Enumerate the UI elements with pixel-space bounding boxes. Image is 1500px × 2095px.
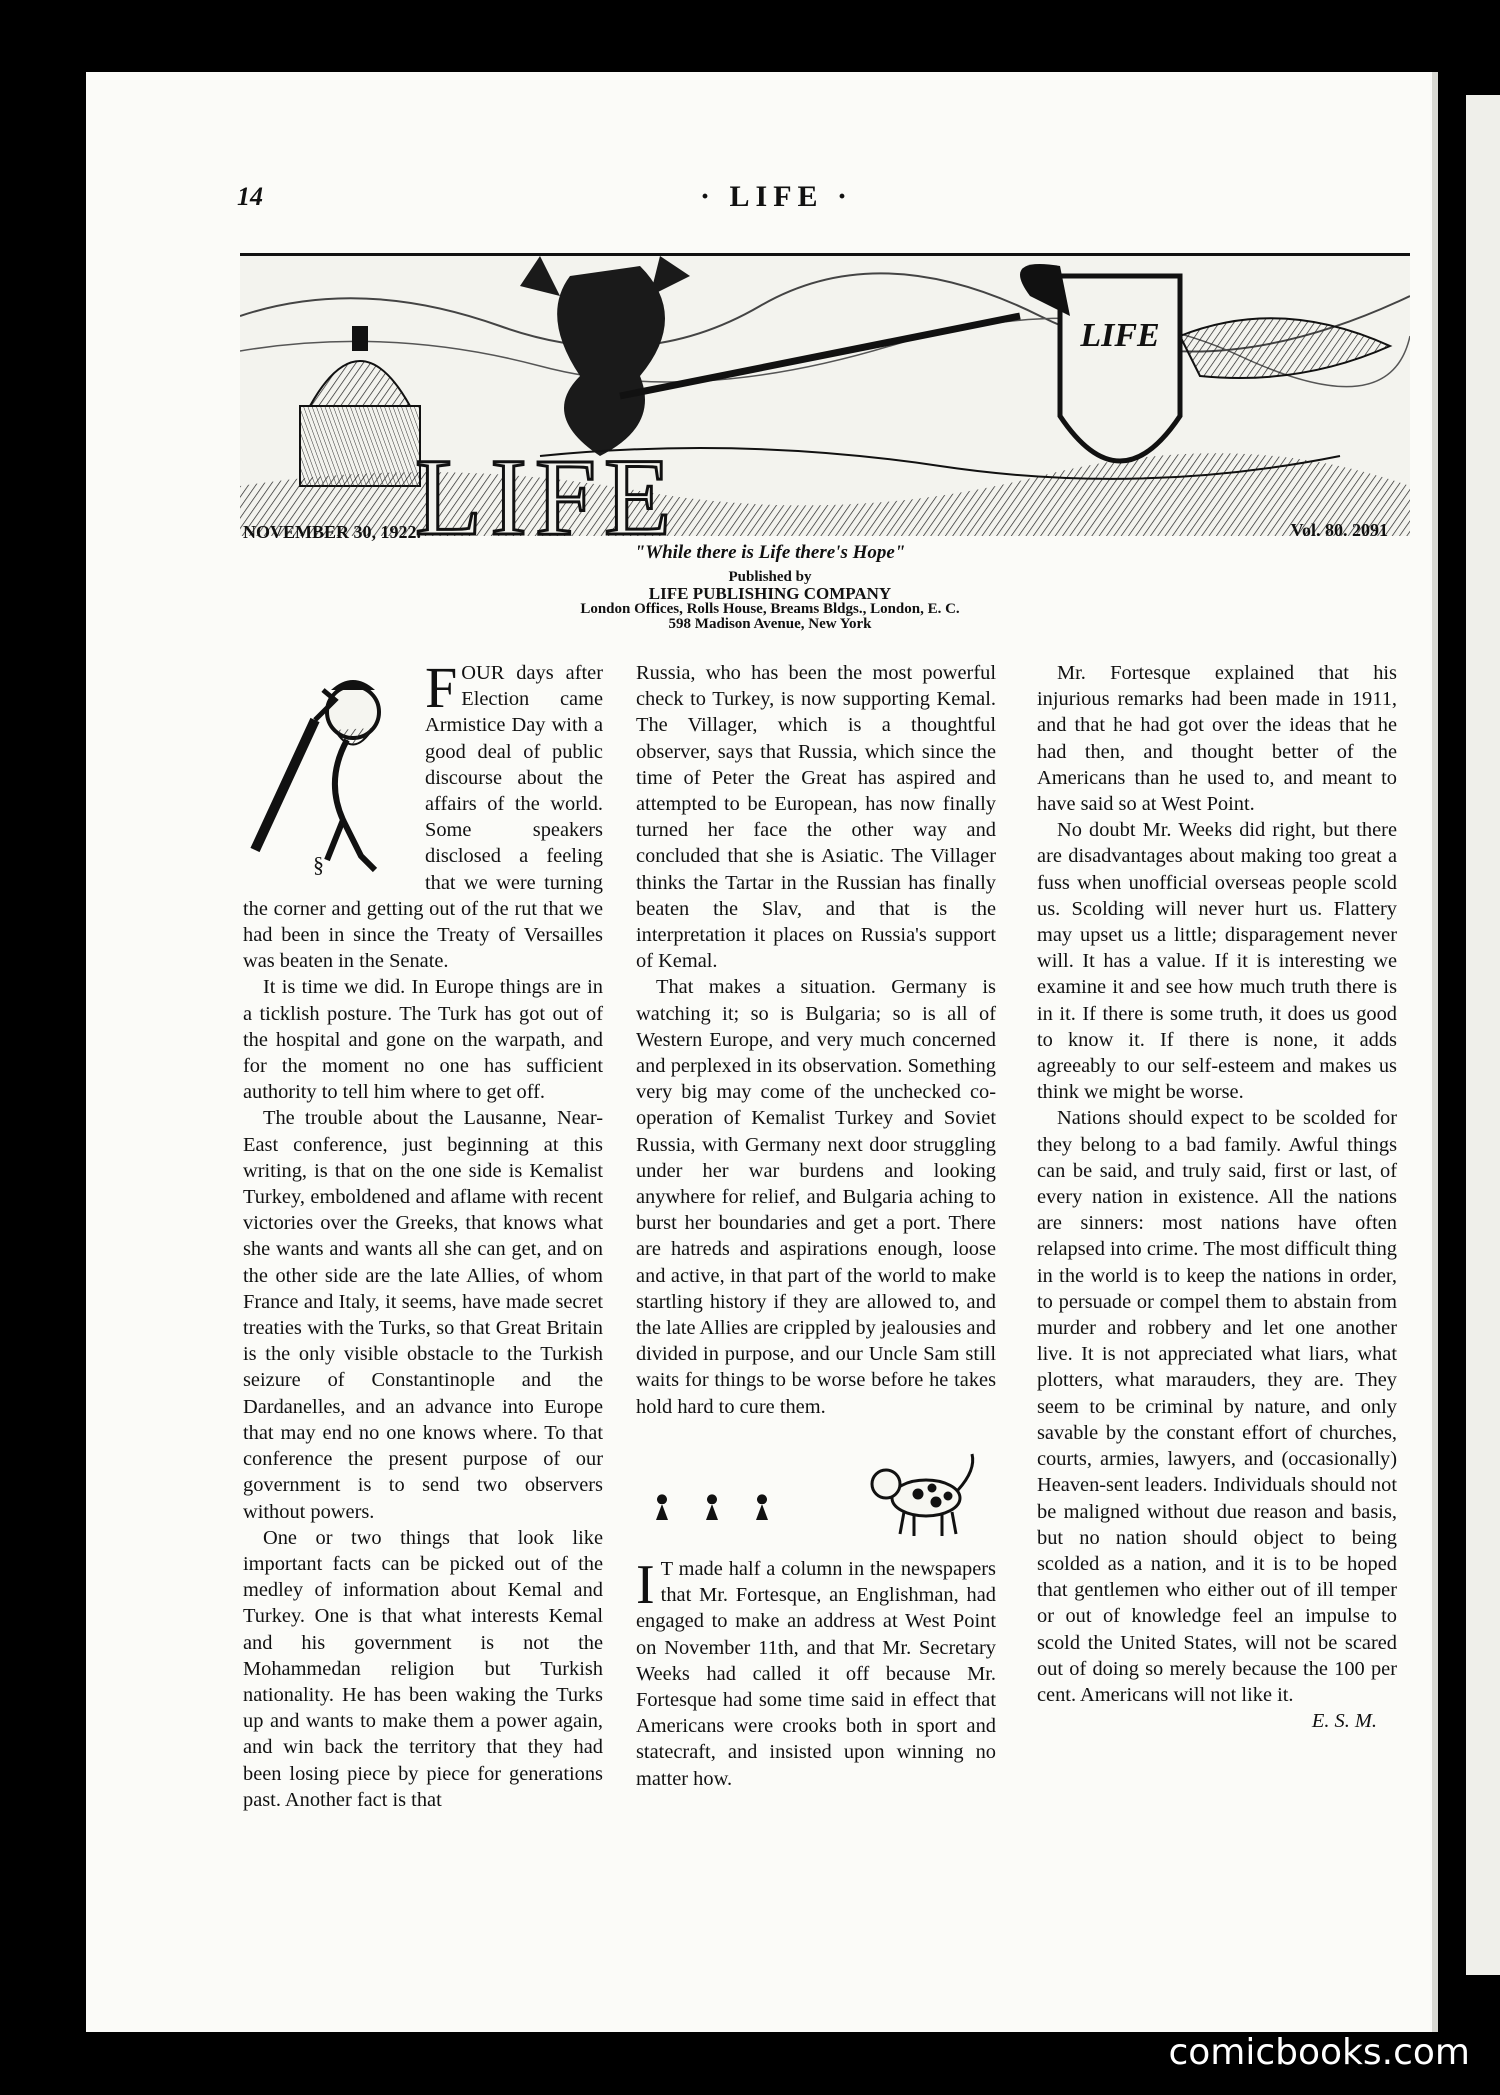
shield-lettering: LIFE	[1080, 317, 1160, 354]
watermark: comicbooks.com	[1168, 2032, 1470, 2073]
svg-text:§: §	[313, 852, 324, 876]
spotted-dog-icon	[872, 1454, 973, 1536]
author-signature: E. S. M.	[1311, 1710, 1377, 1733]
masthead	[460, 542, 1080, 632]
paragraph-9: No doubt Mr. Weeks did right, but there are disadvantages about making too great a fuss when unofficial overseas people scold us. Scolding will never hurt us. Flattery may upset us a little; disparagement never will. It has a value. If it is interesting we examine it and see how much truth there is in it. If there is some truth, it does us good to know it. If there is none, it adds agreeably to our self-esteem and makes us think we might be worse.	[1037, 819, 1397, 1104]
drop-cap-f: F	[425, 655, 458, 720]
paragraph-3: The trouble about the Lausanne, Near-East conference, just beginning at this writing, is that on the one side is Kemalist Turkey, emboldened and aflame with recent victories over the Greeks, that knows what she wants and wants all she can get, and on the other side are the late Allies, of whom France and Italy, it seems, have made secret treaties with the Turks, so that Great Britain is the only visible obstacle to the Turkish seizure of Constantinople and the Dardanelles, and an advance into Europe that may end no one knows where. To that conference the present purpose of our government is to send two observers without powers.	[243, 1107, 603, 1523]
volume-number: Vol. 80. 2091	[1290, 520, 1388, 540]
banner-life-lettering: LIFE	[415, 436, 680, 536]
paragraph-4: One or two things that look like important facts can be picked out of the medley of information about Kemal and Turkey. One is that what interests Kemal and his government is not the Mohammedan religion but Turkish nationality. He has been waking the Turks up and wants to make them a power again, and win back the territory that they had been losing piece by piece for generations past. Another fact is that	[243, 1526, 603, 1811]
new-york-address: 598 Madison Avenue, New York	[668, 616, 872, 632]
paragraph-7: I T made half a column in the newspapers that Mr. Fortesque, an Englishman, had engaged to make an address at West Point on November 11th, and that Mr. Secretary Weeks had called it off because Mr. Fortesque had some time said in effect that Americans were crooks both in sport and statecraft, and insisted upon winning no matter how.	[636, 1553, 996, 1790]
paragraph-5: Russia, who has been the most powerful check to Turkey, is now supporting Kemal. The Villager, which is a thoughtful observer, says that Russia, which since the time of Peter the Great has aspired and attempted to be European, has now finally turned her face the other way and concluded that she is Asiatic. The Villager thinks the Tartar in the Russian has finally beaten the Slav, and that is the interpretation it places on Russia's support of Kemal.	[636, 662, 996, 973]
battle-scene-drawing	[240, 256, 1410, 536]
paragraph-1: FOUR days after Election came Armistice Day with a good deal of public discourse about the affairs of the world. Some speakers disclosed a feeling that we were turning the corner and getting out of the rut that we had been in since the Treaty of Versailles was beaten in the Senate.	[243, 655, 603, 973]
article-column-3	[1037, 660, 1397, 1734]
drop-cap-i: I	[636, 1553, 655, 1616]
running-head: · LIFE ·	[700, 180, 854, 213]
publisher-name: LIFE PUBLISHING COMPANY	[648, 584, 892, 603]
paragraph-8: Mr. Fortesque explained that his injurious remarks had been made in 1911, and that he had got over the ideas that he had then, and thought better of the Americans than he used to, and meant to have said so at West Point.	[1037, 662, 1397, 816]
page-number: 14	[237, 182, 263, 211]
next-page-edge	[1466, 95, 1500, 1975]
paragraph-2: It is time we did. In Europe things are in a ticklish posture. The Turk has got out of the hospital and gone on the warpath, and for the moment no one has sufficient authority to tell him where to get off.	[243, 976, 603, 1104]
section-break-illustration	[636, 1450, 996, 1540]
paragraph-10: Nations should expect to be scolded for they belong to a bad family. Awful things can be said, and truly said, first or last, of every nation in existence. All the nations are sinners: most nations have often relapsed into crime. The most difficult thing in the world is to keep the nations in order, to persuade or compel them to abstain from murder and robbery and let one another live. It is not appreciated what liars, what plotters, what marauders, they are. They seem to be criminal by nature, and only savable by the constant effort of churches, courts, armies, lawyers, and (occasionally) Heaven-sent leaders. Individuals should not be maligned without due reason and basis, but no nation should object to being scolded as a nation, and it is to be hoped that gentlemen who either out of ill temper or out of knowledge feel an impulse to scold the United States, will not be scared out of doing so merely because the 100 per cent. Americans will not like it.	[1037, 1107, 1397, 1706]
motto: "While there is Life there's Hope"	[634, 542, 906, 563]
header-illustration	[240, 253, 1410, 536]
london-office: London Offices, Rolls House, Breams Bldgs., London, E. C.	[580, 601, 960, 617]
published-by: Published by	[728, 569, 812, 585]
paragraph-6: That makes a situation. Germany is watching it; so is Bulgaria; so is all of Western Europe, and very much concerned and perplexed in its observation. Something very big may come of the unchecked co-operation of Kemalist Turkey and Soviet Russia, with Germany next door struggling under her war burdens and looking anywhere for relief, and Bulgaria aching to burst her boundaries and get a port. There are hatreds and aspirations enough, loose and active, in that part of the world to make startling history if they are allowed to, and the late Allies are crippled by jealousies and divided in purpose, and our Uncle Sam still waits for things to be worse before he takes hold hard to cure them.	[636, 976, 996, 1418]
turk-with-rifle-illustration	[235, 660, 417, 876]
issue-date: NOVEMBER 30, 1922.	[243, 522, 422, 542]
small-figure-icon	[654, 1494, 770, 1520]
article-column-2	[636, 660, 996, 1792]
article-column-1	[243, 655, 603, 1813]
